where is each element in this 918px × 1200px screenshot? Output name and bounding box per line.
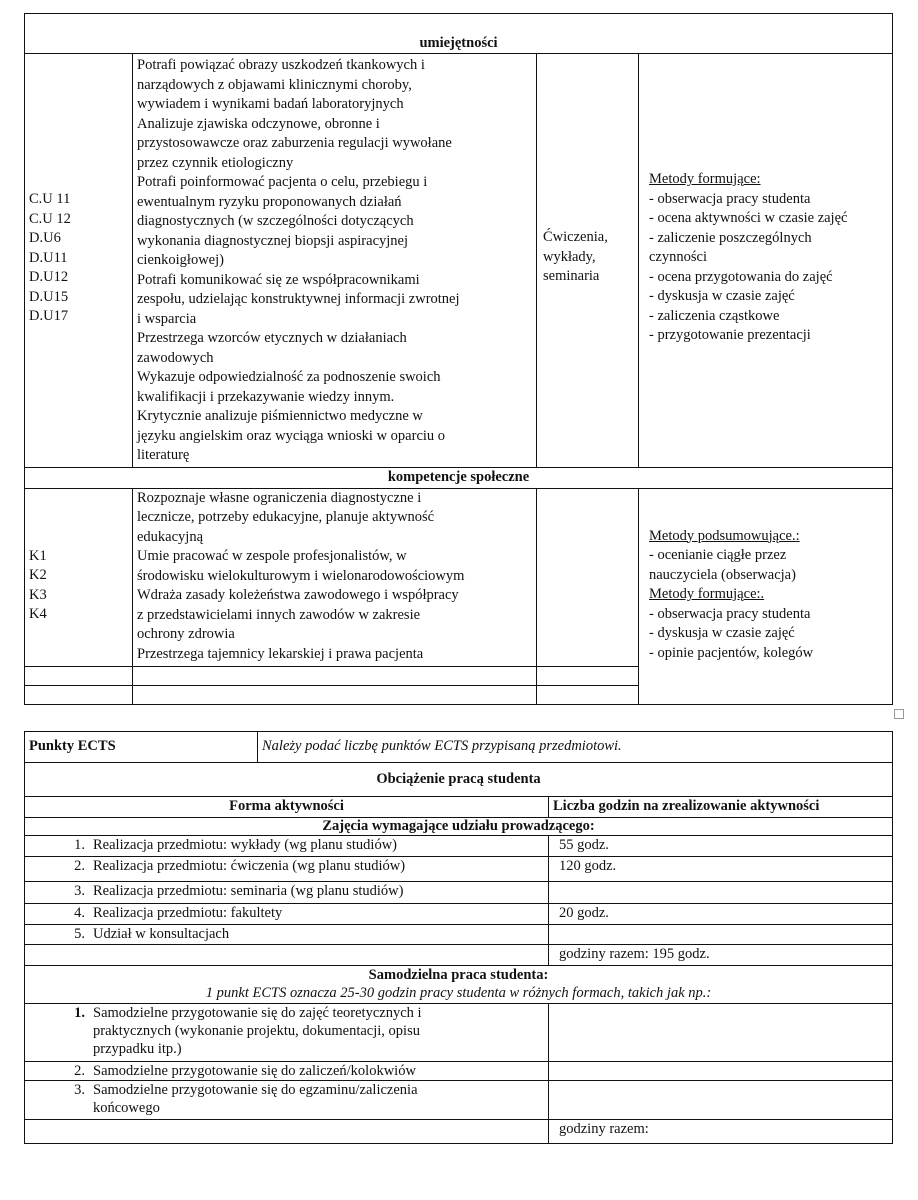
table-row <box>25 856 893 881</box>
row-number: 2. <box>74 857 85 874</box>
method-item: czynności <box>649 249 707 265</box>
teaching-form: Ćwiczenia, <box>543 229 608 245</box>
ects-table <box>24 731 893 1144</box>
outcome-code: K4 <box>29 606 47 622</box>
outcome-text-line: zawodowych <box>137 349 214 366</box>
social-codes-cell <box>25 488 133 666</box>
outcome-text-line: edukacyjną <box>137 528 204 545</box>
outcome-text-line: i wsparcia <box>137 310 197 327</box>
method-item: - ocena przygotowania do zajęć <box>649 268 833 285</box>
method-item: - obserwacja pracy studenta <box>649 605 811 622</box>
table-row <box>25 836 893 857</box>
outcome-code: C.U 12 <box>29 210 71 227</box>
outcome-text-line: języku angielskim oraz wyciąga wnioski w oparciu o <box>137 427 446 444</box>
method-item: - ocena aktywności w czasie zajęć <box>649 210 848 226</box>
activity-label-line: końcowego <box>93 1099 160 1116</box>
outcome-code: D.U17 <box>29 308 69 324</box>
contact-total: godziny razem: 195 godz. <box>549 945 893 966</box>
table-resize-handle[interactable] <box>894 709 904 719</box>
outcome-text-line: ewentualnym ryzyku proponowanych działań <box>137 193 402 210</box>
table-row <box>25 903 893 924</box>
skills-forms-cell <box>537 54 639 468</box>
methods-formative-title: Metody formujące:. <box>649 586 765 602</box>
activity-label: Realizacja przedmiotu: fakultety <box>93 904 283 921</box>
method-item: - zaliczenia cząstkowe <box>649 307 780 324</box>
method-item: - przygotowanie prezentacji <box>649 327 811 343</box>
table-row <box>25 1061 893 1080</box>
outcome-text-line: lecznicze, potrzeby edukacyjne, planuje aktywność <box>137 509 435 525</box>
outcome-text-line: wykonania diagnostycznej biopsji aspiracyjnej <box>137 232 408 249</box>
outcome-text-line: ochrony zdrowia <box>137 626 235 642</box>
contact-header: Zajęcia wymagające udziału prowadzącego: <box>25 818 893 836</box>
activity-label-line: Samodzielne przygotowanie się do zajęć teoretycznych i <box>93 1004 422 1021</box>
table-row <box>25 924 893 945</box>
outcome-text-line: Przestrzega tajemnicy lekarskiej i prawa pacjenta <box>137 645 424 662</box>
outcome-code: D.U6 <box>29 230 61 246</box>
hours-value <box>549 1061 893 1080</box>
teaching-form: seminaria <box>543 268 600 284</box>
method-item: nauczyciela (obserwacja) <box>649 566 796 583</box>
hours-value <box>549 881 893 903</box>
outcome-text-line: wywiadem i wynikami badań laboratoryjnych <box>137 96 404 112</box>
outcome-code: K2 <box>29 567 47 583</box>
method-item: - obserwacja pracy studenta <box>649 190 811 207</box>
activity-label-line: Samodzielne przygotowanie się do zaliczeń/kolokwiów <box>93 1062 416 1079</box>
method-item: - zaliczenie poszczególnych <box>649 229 812 246</box>
outcome-text-line: Wykazuje odpowiedzialność za podnoszenie swoich <box>137 369 441 385</box>
table-row <box>25 1003 893 1061</box>
activity-label: Udział w konsultacjach <box>93 925 230 942</box>
activity-label: Realizacja przedmiotu: wykłady (wg planu studiów) <box>93 837 398 853</box>
hours-value: 120 godz. <box>549 856 893 881</box>
activity-label: Realizacja przedmiotu: ćwiczenia (wg planu studiów) <box>93 857 406 874</box>
outcome-code: C.U 11 <box>29 191 71 207</box>
method-item: - ocenianie ciągłe przez <box>649 547 787 563</box>
outcome-text-line: Analizuje zjawiska odczynowe, obronne i <box>137 115 380 132</box>
outcome-code: D.U15 <box>29 288 69 305</box>
outcome-text-line: Potrafi poinformować pacjenta o celu, przebiegu i <box>137 174 428 190</box>
methods-title: Metody formujące: <box>649 171 761 187</box>
ects-label: Punkty ECTS <box>25 732 258 763</box>
outcome-text-line: literaturę <box>137 447 190 463</box>
outcome-text-line: Przestrzega wzorców etycznych w działaniach <box>137 330 407 346</box>
hours-value: 20 godz. <box>549 903 893 924</box>
self-work-note: 1 punkt ECTS oznacza 25-30 godzin pracy studenta w różnych formach, takich jak np.: <box>205 984 712 1001</box>
outcome-text-line: zespołu, udzielając konstruktywnej informacji zwrotnej <box>137 291 460 307</box>
outcome-text-line: Umie pracować w zespole profesjonalistów, w <box>137 548 407 564</box>
row-number: 3. <box>74 882 85 899</box>
self-work-header: Samodzielna praca studenta: <box>368 966 549 983</box>
workload-title: Obciążenie pracą studenta <box>25 763 893 797</box>
self-total: godziny razem: <box>549 1119 893 1143</box>
outcome-text-line: kwalifikacji i przekazywanie wiedzy innym. <box>137 388 395 405</box>
outcome-text-line: z przedstawicielami innych zawodów w zakresie <box>137 606 421 623</box>
table-row <box>25 881 893 903</box>
activity-label-line: Samodzielne przygotowanie się do egzaminu/zaliczenia <box>93 1081 418 1098</box>
outcome-text-line: Wdraża zasady koleżeństwa zawodowego i współpracy <box>137 587 459 603</box>
social-effects-cell <box>133 488 537 666</box>
skills-methods-cell <box>639 54 893 468</box>
skills-effects-cell <box>133 54 537 468</box>
row-number: 2. <box>74 1062 85 1079</box>
outcome-text-line: cienkoigłowej) <box>137 252 224 268</box>
activity-label-line: przypadku itp.) <box>93 1040 182 1057</box>
method-item: - opinie pacjentów, kolegów <box>649 644 814 661</box>
hours-value <box>549 1080 893 1119</box>
outcome-code: D.U12 <box>29 269 69 285</box>
outcome-code: K1 <box>29 547 47 564</box>
teaching-form: wykłady, <box>543 248 596 265</box>
row-number: 4. <box>74 904 85 921</box>
outcome-text-line: przystosowawcze oraz zaburzenia regulacji wywołane <box>137 135 452 151</box>
outcome-text-line: narządowych z objawami klinicznymi choroby, <box>137 76 412 93</box>
learning-outcomes-table <box>24 13 893 705</box>
hours-value: 55 godz. <box>549 836 893 857</box>
outcome-text-line: Rozpoznaje własne ograniczenia diagnostyczne i <box>137 489 422 506</box>
outcome-text-line: Krytycznie analizuje piśmiennictwo medyczne w <box>137 408 423 424</box>
row-number: 5. <box>74 925 85 942</box>
table-row <box>25 1080 893 1119</box>
social-methods-cell <box>639 488 893 704</box>
outcome-code: K3 <box>29 586 47 603</box>
col-header-hours: Liczba godzin na zrealizowanie aktywności <box>549 797 893 818</box>
outcome-text-line: środowisku wielokulturowym i wielonarodowościowym <box>137 567 465 584</box>
outcome-text-line: diagnostycznych (w szczególności dotyczących <box>137 213 414 229</box>
section-header-skills: umiejętności <box>25 34 893 54</box>
skills-codes-cell <box>25 54 133 468</box>
outcome-text-line: przez czynnik etiologiczny <box>137 154 294 171</box>
outcome-text-line: Potrafi komunikować się ze współpracownikami <box>137 271 420 288</box>
activity-label: Realizacja przedmiotu: seminaria (wg planu studiów) <box>93 882 404 899</box>
row-number: 1. <box>74 1004 85 1021</box>
methods-summary-title: Metody podsumowujące.: <box>649 527 800 544</box>
outcome-code: D.U11 <box>29 249 68 266</box>
section-header-social: kompetencje społeczne <box>25 468 893 489</box>
ects-note: Należy podać liczbę punktów ECTS przypisaną przedmiotowi. <box>258 732 893 763</box>
outcome-text-line: Potrafi powiązać obrazy uszkodzeń tkankowych i <box>137 57 425 73</box>
row-number: 1. <box>74 837 85 853</box>
hours-value <box>549 924 893 945</box>
row-number: 3. <box>74 1081 85 1098</box>
activity-label-line: praktycznych (wykonanie projektu, dokumentacji, opisu <box>93 1022 420 1039</box>
col-header-form: Forma aktywności <box>25 797 549 818</box>
hours-value <box>549 1003 893 1061</box>
method-item: - dyskusja w czasie zajęć <box>649 288 795 304</box>
method-item: - dyskusja w czasie zajęć <box>649 625 795 641</box>
